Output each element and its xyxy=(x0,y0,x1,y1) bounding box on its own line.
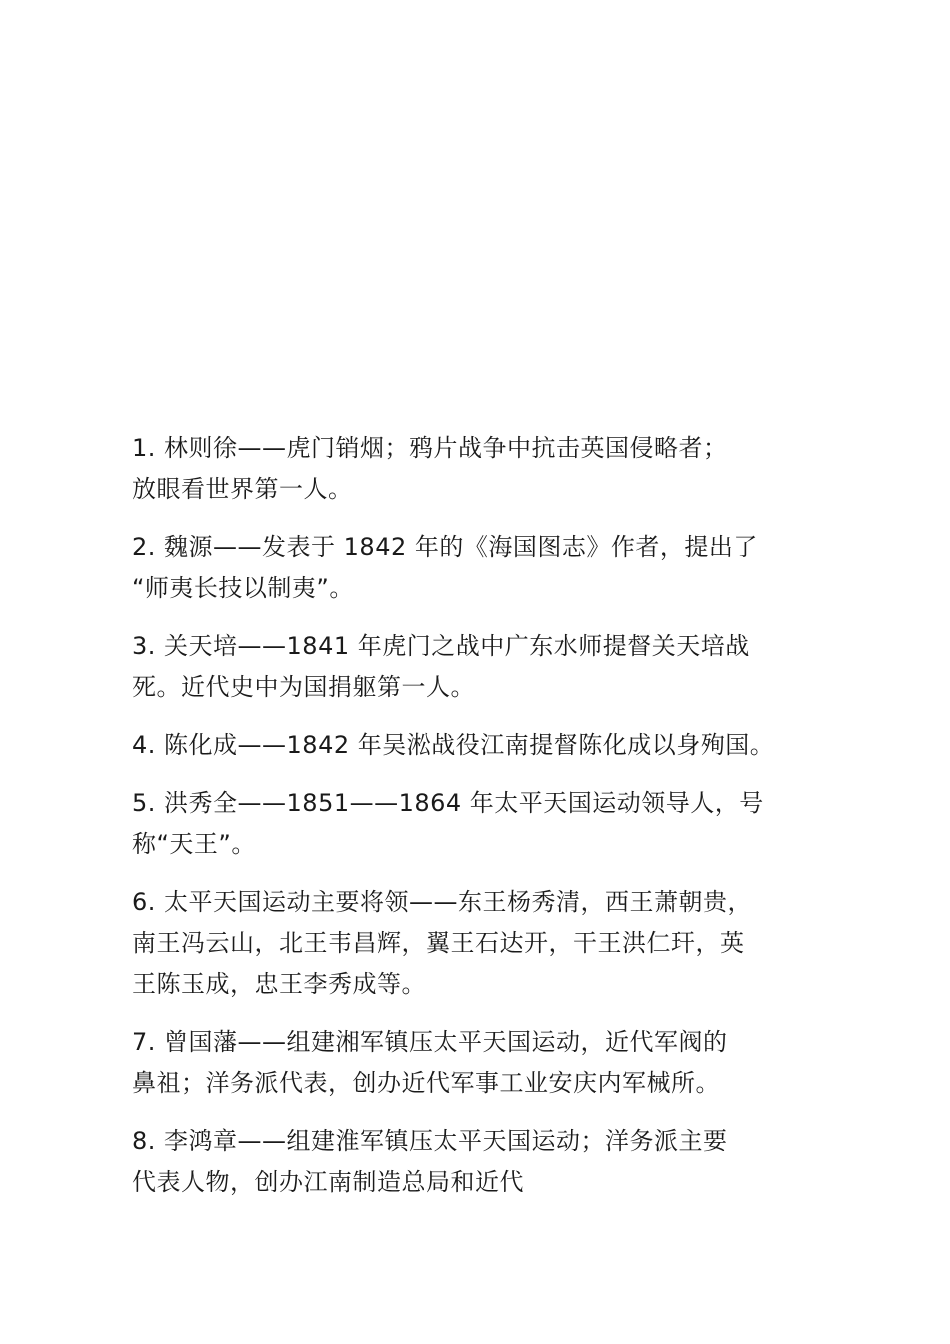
item-line: 5. 洪秀全——1851——1864 年太平天国运动领导人，号 xyxy=(132,789,764,817)
list-item xyxy=(132,725,822,766)
item-line: 放眼看世界第一人。 xyxy=(132,475,353,503)
item-line: 1. 林则徐——虎门销烟；鸦片战争中抗击英国侵略者； xyxy=(132,434,728,462)
document-body xyxy=(132,428,822,1220)
item-line: 称“天王”。 xyxy=(132,830,256,858)
list-item xyxy=(132,783,822,865)
item-line: 王陈玉成，忠王李秀成等。 xyxy=(132,970,426,998)
list-item xyxy=(132,626,822,708)
list-item xyxy=(132,882,822,1005)
list-item xyxy=(132,428,822,510)
item-line: 6. 太平天国运动主要将领——东王杨秀清，西王萧朝贵， xyxy=(132,888,753,916)
item-line: 7. 曾国藩——组建湘军镇压太平天国运动，近代军阀的 xyxy=(132,1028,728,1056)
item-line: 鼻祖；洋务派代表，创办近代军事工业安庆内军械所。 xyxy=(132,1069,720,1097)
item-line: 死。近代史中为国捐躯第一人。 xyxy=(132,673,475,701)
item-line: “师夷长技以制夷”。 xyxy=(132,574,354,602)
item-line: 南王冯云山，北王韦昌辉，翼王石达开，干王洪仁玕，英 xyxy=(132,929,745,957)
item-line: 4. 陈化成——1842 年吴淞战役江南提督陈化成以身殉国。 xyxy=(132,731,775,759)
list-item xyxy=(132,1022,822,1104)
list-item xyxy=(132,1121,822,1203)
list-item xyxy=(132,527,822,609)
item-line: 2. 魏源——发表于 1842 年的《海国图志》作者，提出了 xyxy=(132,533,758,561)
item-line: 3. 关天培——1841 年虎门之战中广东水师提督关天培战 xyxy=(132,632,750,660)
item-line: 代表人物，创办江南制造总局和近代 xyxy=(132,1168,524,1196)
item-line: 8. 李鸿章——组建淮军镇压太平天国运动；洋务派主要 xyxy=(132,1127,728,1155)
